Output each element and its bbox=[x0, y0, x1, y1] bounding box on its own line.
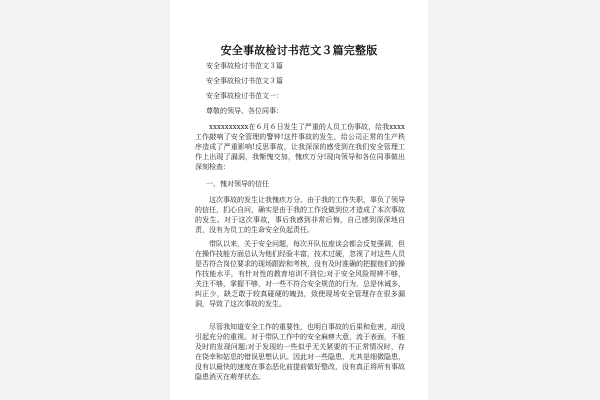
toc-line-2: 安全事故检讨书范文３篇 bbox=[206, 77, 283, 85]
toc-line-3: 安全事故检讨书范文一： bbox=[206, 92, 283, 100]
document-title: 安全事故检讨书范文３篇完整版 bbox=[220, 44, 378, 57]
section-heading: 一、愧对领导的信任 bbox=[206, 180, 269, 188]
paragraph-1: xxxxxxxxxx在６月６日发生了严重的人员工伤事故，给我xxxx工作敲响了安全管理的警钟!这件事故的发生，给公司正常的生产秩序造成了严重影响!反思事故，让我深深的感受到在我们安全管理工作上出现了漏洞，我惭愧交加，愧疚万分!现向领导和各位同事做出深刻检查： bbox=[195, 123, 405, 171]
salutation: 尊敬的领导、各位同事： bbox=[206, 107, 283, 115]
toc-line-1: 安全事故检讨书范文３篇 bbox=[206, 62, 283, 70]
document-page bbox=[170, 0, 428, 400]
paragraph-2: 这次事故的发生让我愧疚万分。由于我的工作失职，辜负了领导的信任，扪心自问，确实是由于我的工作没做到位才造成了本次事故的发生。对于这次事故，事后我感到非常后悔，自己感到深深地自责，没有为员工的生命安全负起责任。 bbox=[195, 196, 405, 234]
paragraph-3: 带队以来，关于安全问题，每次开队伍座谈会都会反复强调，但在操作技能方面总认为他们经验丰富，技术过硬，忽视了对这些人员是否符合岗位要求的现场跟踪和考核，没有及时准确的把握他们的操作技能水平，有针对性的教育培训不到位;对于安全风险规辨不够，关注不够，掌握不够，对一些不符合安全规范的行为，总是休诫多，纠正少，缺乏敢于较真碰硬的魄劲，致使现场安全管理存在很多漏洞，导致了这次事故的发生。 bbox=[195, 240, 405, 308]
paragraph-4: 尽管我知道安全工作的重要性，也明白事故的后果和危害，却没引起充分的重视。对于带队工作中的安全麻痹大意，流于表面，不能及时的发现问题;对于发现的一些似乎无关紧要的不正常情况时，存在侥幸和姑息的错误思想认识。因此对一些隐患，尤其是细微隐患，没有以最快的速度在事态恶化前提前做好整改，没有真正将所有事故隐患消灭在萌芽状态。 bbox=[195, 323, 405, 381]
